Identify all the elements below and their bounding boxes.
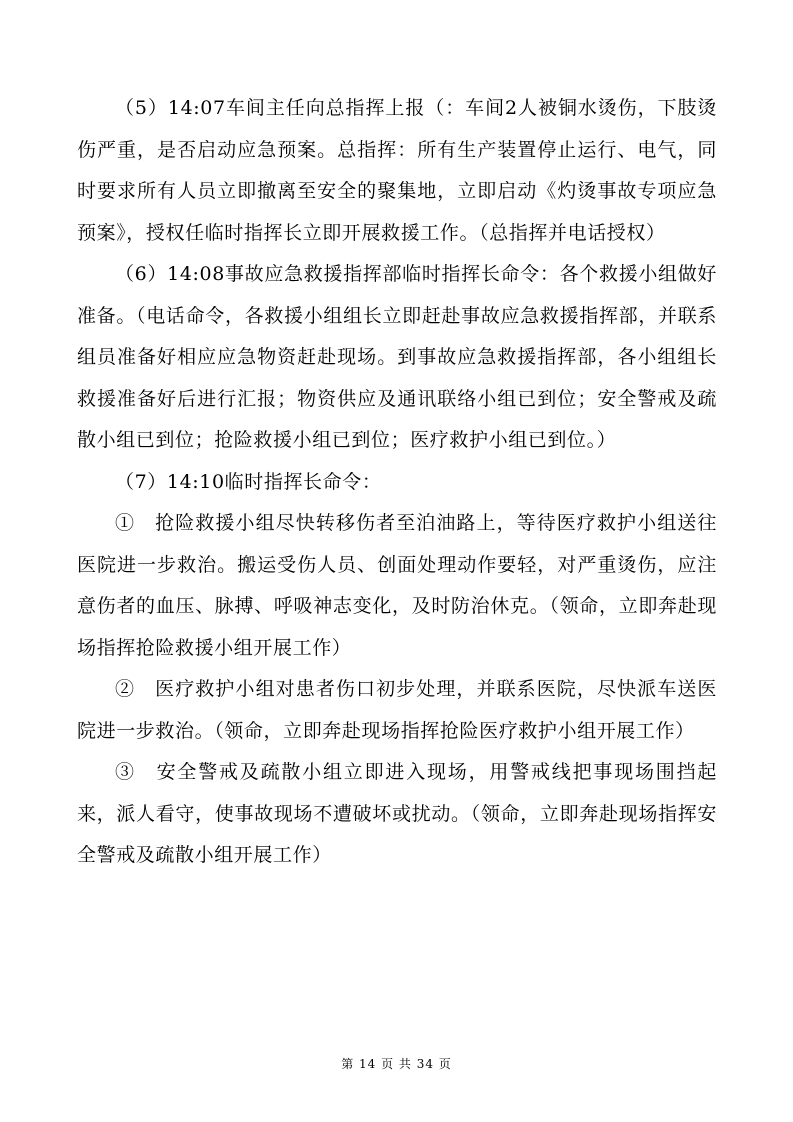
- document-body: [77, 88, 717, 877]
- paragraph-item-2: ② 医疗救护小组对患者伤口初步处理，并联系医院，尽快派车送医院进一步救治。（领命，立即奔赴现场指挥抢险医疗救护小组开展工作）: [77, 678, 717, 742]
- paragraph-item-3: ③ 安全警戒及疏散小组立即进入现场，用警戒线把事现场围挡起来，派人看守，使事故现场不遭破坏或扰动。（领命，立即奔赴现场指挥安全警戒及疏散小组开展工作）: [77, 761, 717, 866]
- paragraph-item-1: ① 抢险救援小组尽快转移伤者至泊油路上，等待医疗救护小组送往医院进一步救治。搬运受伤人员、创面处理动作要轻，对严重烫伤，应注意伤者的血压、脉搏、呼吸神志变化，及时防治休克。（领命，立即奔赴现场指挥抢险救援小组开展工作）: [77, 512, 717, 659]
- paragraph-step-7: （7）14:10临时指挥长命令：: [115, 470, 382, 493]
- paragraph-step-5: （5）14:07车间主任向总指挥上报（：车间2人被铜水烫伤，下肢烫伤严重，是否启动应急预案。总指挥：所有生产装置停止运行、电气，同时要求所有人员立即撤离至安全的聚集地，立即启动《灼烫事故专项应急预案》，授权任临时指挥长立即开展救援工作。（总指挥并电话授权）: [77, 97, 717, 244]
- page-number-footer: 第 14 页 共 34 页: [341, 1057, 452, 1071]
- paragraph-step-6: （6）14:08事故应急救援指挥部临时指挥长命令：各个救援小组做好准备。（电话命令，各救援小组组长立即赶赴事故应急救援指挥部，并联系组员准备好相应应急物资赶赴现场。到事故应急救援指挥部，各小组组长救援准备好后进行汇报；物资供应及通讯联络小组已到位；安全警戒及疏散小组已到位；抢险救援小组已到位；医疗救护小组已到位。）: [77, 263, 717, 451]
